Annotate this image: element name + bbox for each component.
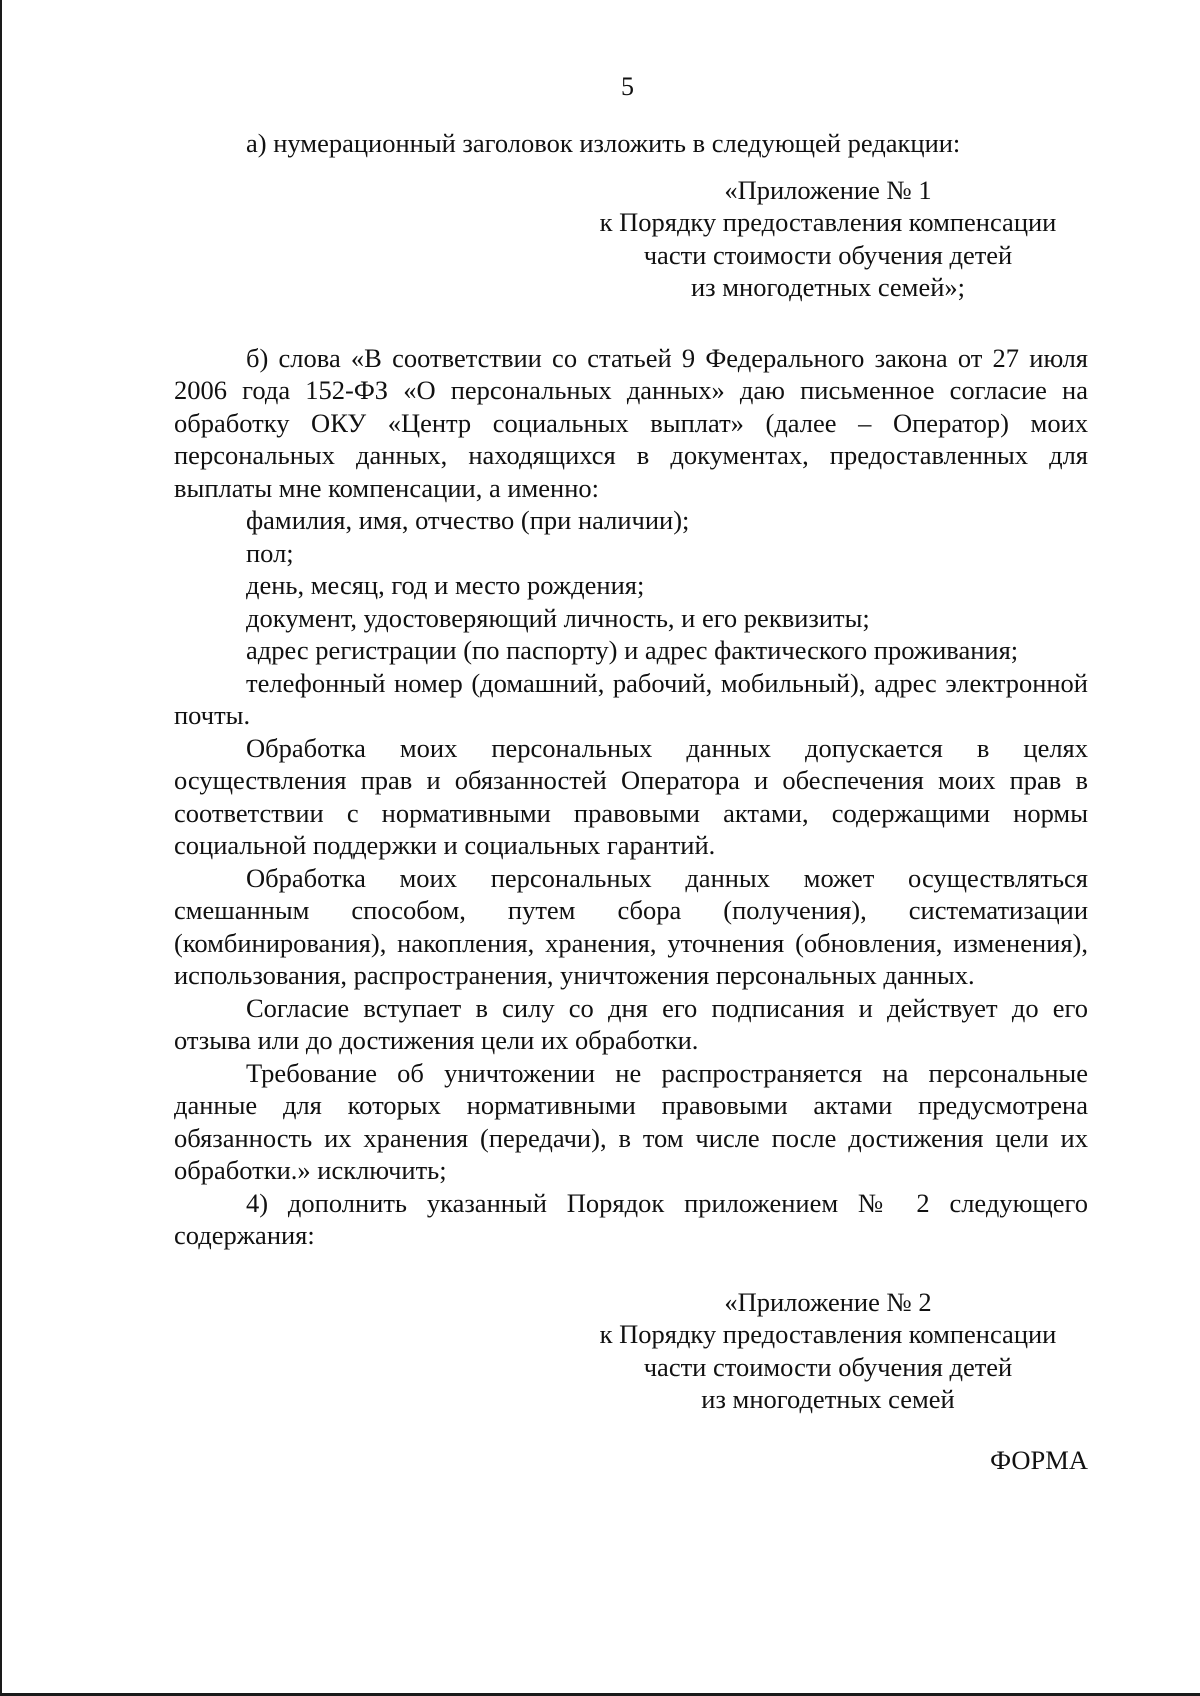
appendix-1-line-4: из многодетных семей»; <box>690 272 966 302</box>
appendix-2-heading <box>568 1286 1088 1416</box>
scan-edge-left <box>0 0 2 1696</box>
item-b: б) слова «В соответствии со статьей 9 Федерального закона от 27 июля 2006 года 152-ФЗ «О персональных данных» даю письменное согласие на обработку ОКУ «Центр социальных выплат» (далее – Оператор) моих персональных данных, находящихся в документах, предоставленных для выплаты мне компенсации, а именно: <box>174 342 1088 503</box>
appendix-2-line-2: к Порядку предоставления компенсации <box>599 1319 1057 1349</box>
list-item: день, месяц, год и место рождения; <box>246 570 645 600</box>
form-label: ФОРМА <box>990 1444 1088 1475</box>
page-number: 5 <box>621 72 634 101</box>
item-4: 4) дополнить указанный Порядок приложением № 2 следующего содержания: <box>174 1187 1088 1250</box>
document-body <box>174 127 1088 1476</box>
list-item: фамилия, имя, отчество (при наличии); <box>246 505 690 535</box>
list-item: пол; <box>246 537 294 568</box>
paragraph-processing-goals: Обработка моих персональных данных допускается в целях осуществления прав и обязанностей Оператора и обеспечения моих прав в соответствии с нормативными правовыми актами, содержащими нормы социальной поддержки и социальных гарантий. <box>174 732 1088 860</box>
paragraph-consent: Согласие вступает в силу со дня его подписания и действует до его отзыва или до достижения цели их обработки. <box>174 992 1088 1055</box>
phone-item: телефонный номер (домашний, рабочий, мобильный), адрес электронной почты. <box>174 667 1088 730</box>
paragraph-processing-method: Обработка моих персональных данных может осуществляться смешанным способом, путем сбора (получения), систематизации (комбинирования), накопления, хранения, уточнения (обновления, изменения), использования, распространения, уничтожения персональных данных. <box>174 862 1088 990</box>
appendix-2-line-1: «Приложение № 2 <box>724 1286 932 1317</box>
item-a: а) нумерационный заголовок изложить в следующей редакции: <box>246 128 961 158</box>
appendix-1-line-1: «Приложение № 1 <box>724 174 932 205</box>
appendix-1-line-2: к Порядку предоставления компенсации <box>599 207 1057 237</box>
list-item: адрес регистрации (по паспорту) и адрес фактического проживания; <box>246 635 1019 665</box>
list-item: документ, удостоверяющий личность, и его реквизиты; <box>246 602 870 633</box>
appendix-1-heading <box>568 174 1088 304</box>
appendix-2-line-3: части стоимости обучения детей <box>643 1351 1013 1382</box>
appendix-2-line-4: из многодетных семей <box>701 1384 955 1414</box>
paragraph-requirement: Требование об уничтожении не распространяется на персональные данные для которых нормативными правовыми актами предусмотрена обязанность их хранения (передачи), в том числе после достижения цели их обработки.» исключить; <box>174 1057 1088 1185</box>
appendix-1-line-3: части стоимости обучения детей <box>643 239 1013 270</box>
